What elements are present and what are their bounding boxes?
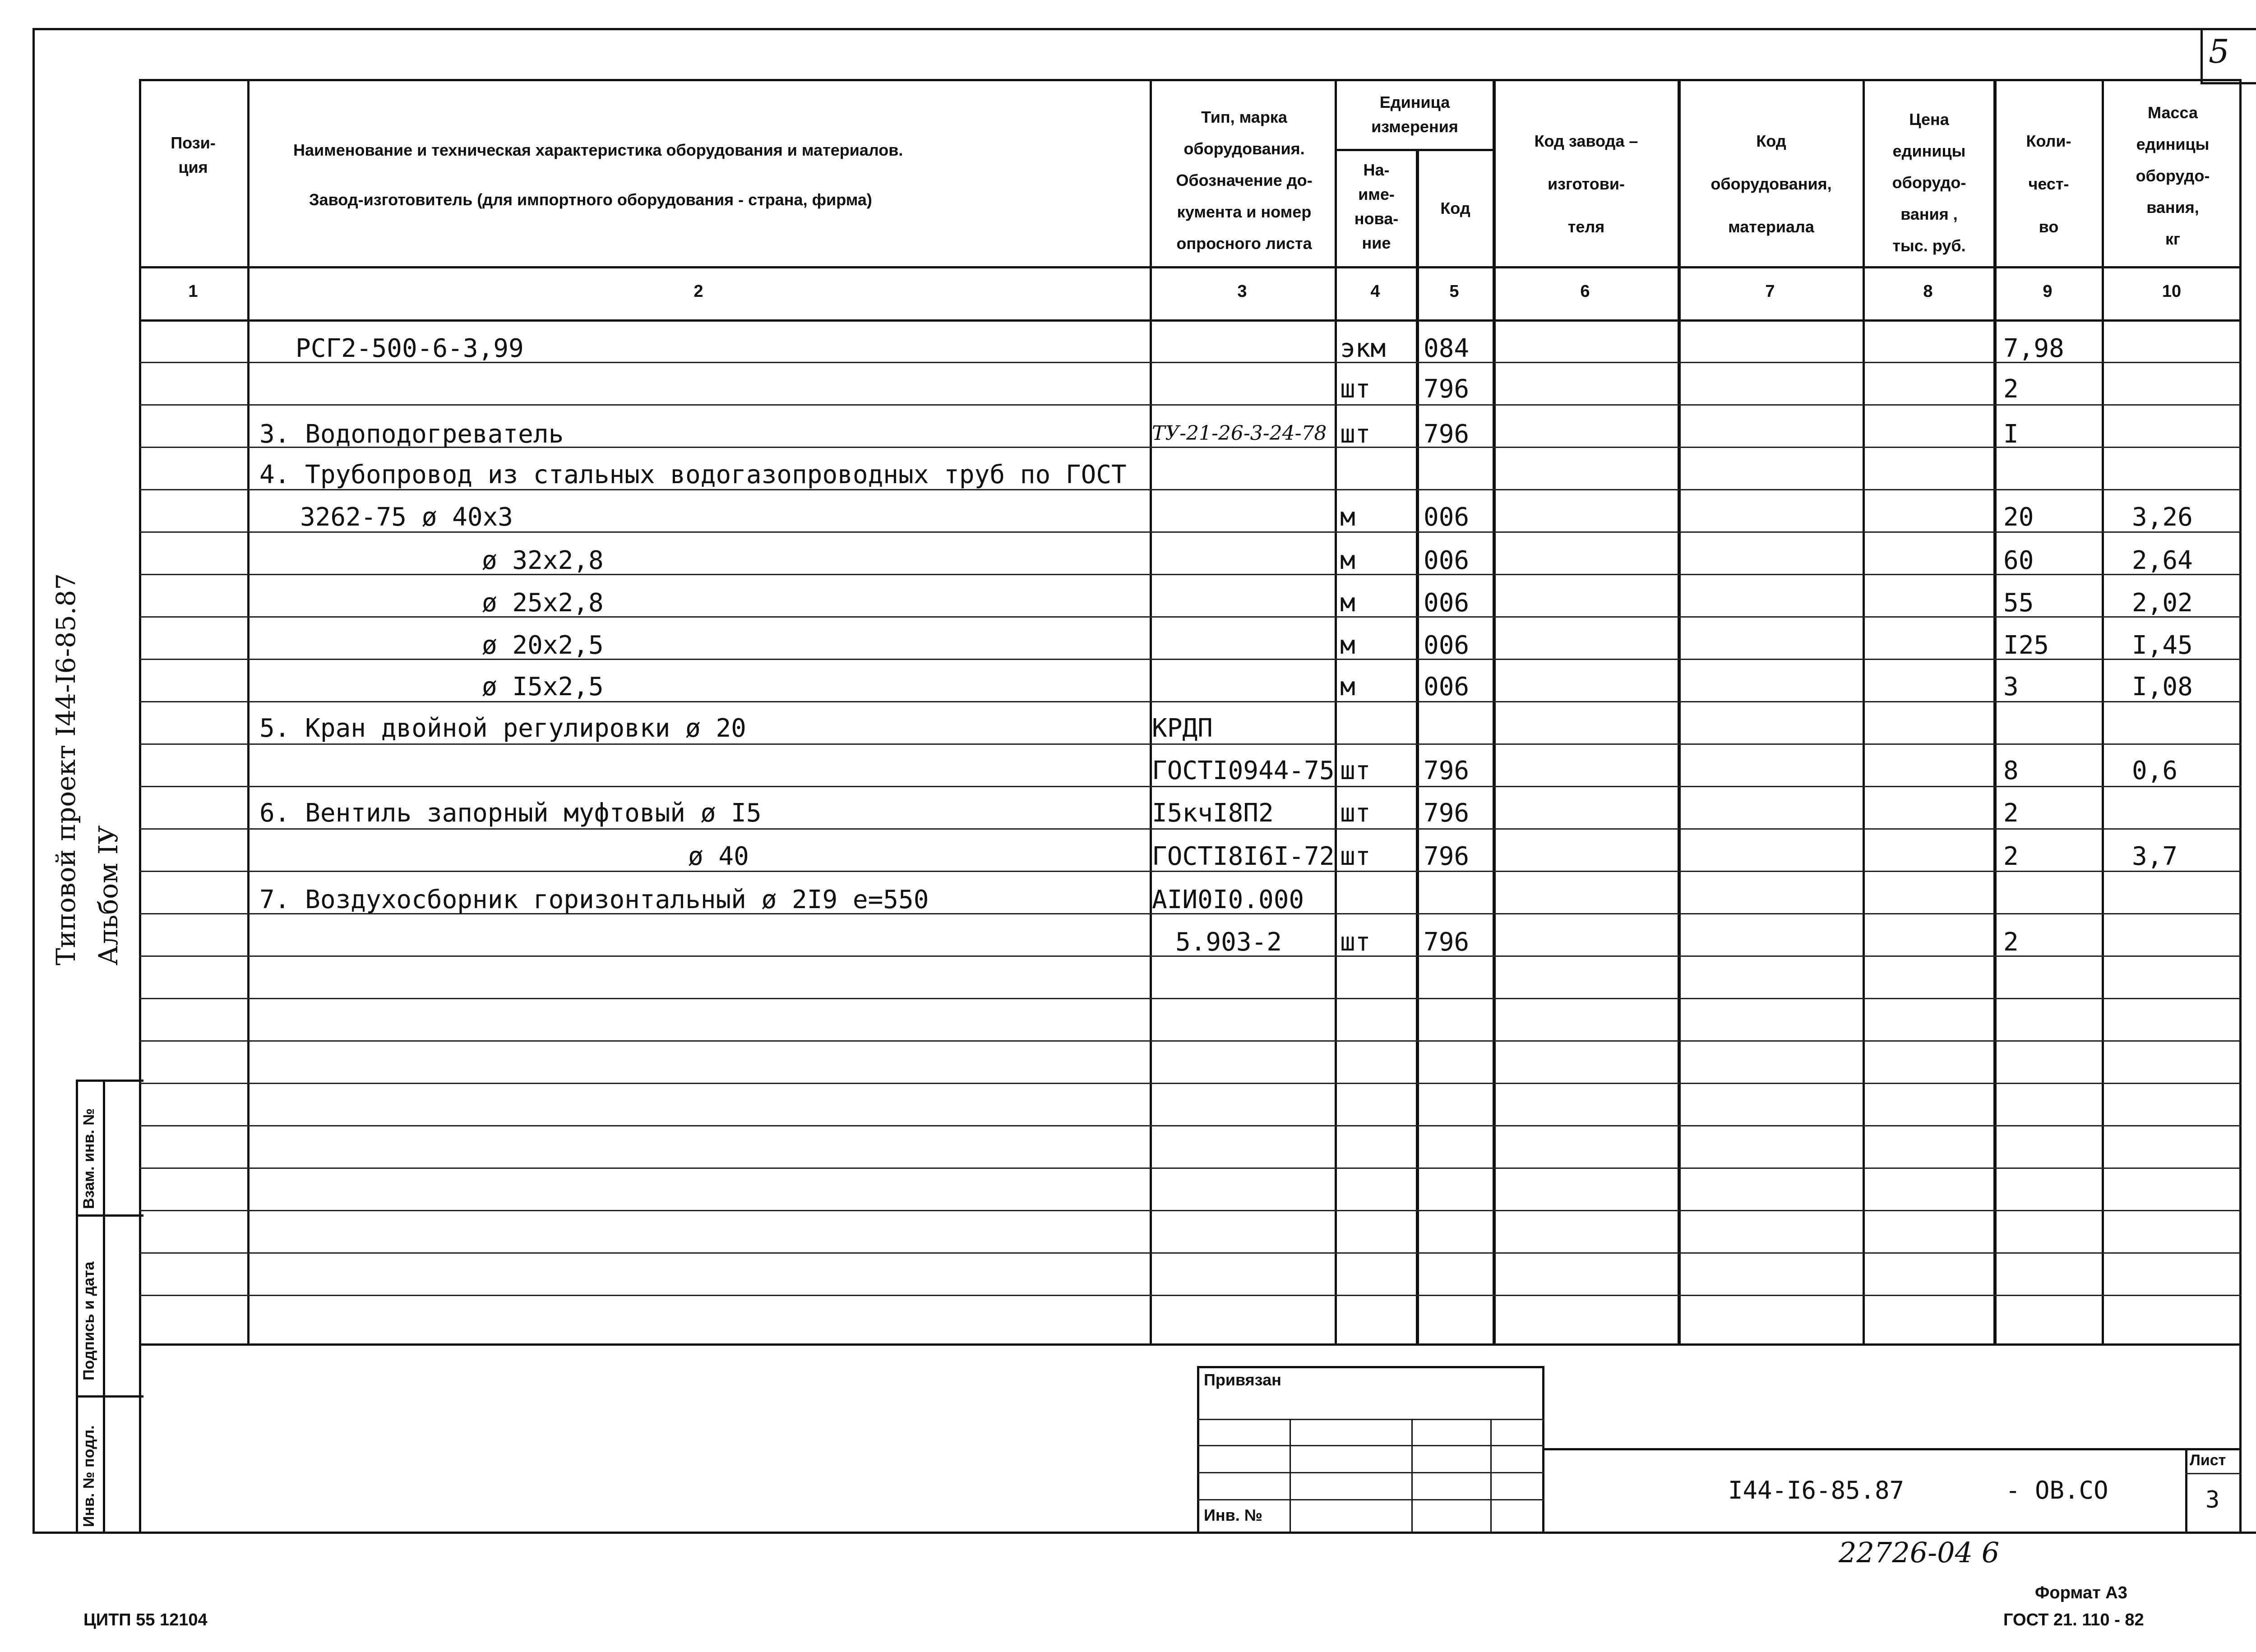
row-line (139, 998, 2242, 999)
type-designation: ГОСТI0944-75 (1152, 756, 1335, 785)
unit-name: шт (1340, 842, 1371, 871)
column-number: 9 (2043, 282, 2053, 301)
document-code: I44-I6-85.87 (1728, 1476, 1905, 1504)
publisher-label: ЦИТП 55 12104 (83, 1610, 208, 1629)
header-factory-code: Код завода – изготови- теля (1534, 132, 1638, 236)
col-line (1678, 79, 1681, 1344)
header-unit-mass: Масса единицы оборудо- вания, кг (2136, 103, 2210, 248)
type-designation: I5кчI8П2 (1152, 798, 1274, 828)
column-number: 1 (188, 282, 198, 301)
unit-name: м (1340, 503, 1355, 532)
header-bottom-line (139, 266, 2242, 268)
col-line (2102, 79, 2104, 1344)
quantity: 2 (2003, 798, 2019, 828)
quantity: 2 (2003, 928, 2019, 957)
unit-mass: 3,26 (2132, 503, 2193, 532)
stamp-line (1197, 1419, 1544, 1420)
unit-mass: 3,7 (2132, 842, 2178, 871)
unit-code: 796 (1424, 420, 1470, 449)
item-name: 7. Воздухосборник горизонтальный ø 2I9 e=550 (259, 885, 929, 914)
item-name: ø 25x2,8 (482, 588, 604, 618)
row-line (139, 1252, 2242, 1254)
item-name: 4. Трубопровод из стальных водогазопроводных труб по ГОСТ (259, 460, 1127, 489)
quantity: 7,98 (2003, 334, 2064, 363)
item-name: 3. Водоподогреватель (259, 420, 564, 449)
quantity: 8 (2003, 756, 2019, 785)
header-position: Пози- ция (171, 134, 216, 176)
unit-code: 006 (1424, 546, 1470, 575)
unit-group-line (1335, 149, 1493, 151)
header-name: Наименование и техническая характеристика оборудования и материалов. Завод-изготовитель (для импортного оборудования - страна, фирма) (293, 141, 903, 209)
stamp-line (1290, 1419, 1291, 1534)
unit-code: 006 (1424, 631, 1470, 660)
col-line (1493, 79, 1496, 1344)
quantity: I25 (2003, 631, 2049, 660)
gost-label: ГОСТ 21. 110 - 82 (2003, 1610, 2144, 1629)
stamp-line (1197, 1499, 1544, 1500)
stamp-line (1197, 1366, 1544, 1368)
unit-name: шт (1340, 798, 1371, 828)
stamp-line (1490, 1419, 1492, 1534)
unit-code: 006 (1424, 503, 1470, 532)
column-number: 3 (1237, 282, 1247, 301)
item-name: 5. Кран двойной регулировки ø 20 (259, 714, 746, 743)
album-label: Альбом IУ (93, 825, 124, 965)
unit-name: шт (1340, 374, 1371, 404)
unit-mass: I,08 (2132, 672, 2193, 701)
column-number: 6 (1580, 282, 1590, 301)
unit-code: 084 (1424, 334, 1470, 363)
type-designation: ТУ-21-26-3-24-78 (1152, 422, 1327, 445)
unit-code: 796 (1424, 374, 1470, 404)
type-designation: АIИ0I0.000 (1152, 885, 1304, 914)
unit-code: 796 (1424, 928, 1470, 957)
unit-name: м (1340, 546, 1355, 575)
approval-side-line (76, 1395, 143, 1398)
unit-code: 006 (1424, 672, 1470, 701)
table-body-bottom-line (139, 1343, 2242, 1346)
unit-mass: 2,02 (2132, 588, 2193, 618)
attached-label: Привязан (1204, 1371, 1281, 1389)
item-name: ø 32x2,8 (482, 546, 604, 575)
column-number: 5 (1449, 282, 1459, 301)
header-unit-price: Цена единицы оборудо- вания , тыс. руб. (1892, 110, 1966, 255)
header-quantity: Коли- чест- во (2026, 132, 2071, 236)
item-name: ø 20x2,5 (482, 631, 604, 660)
header-unit-name: На- име- нова- ние (1354, 161, 1399, 252)
type-designation: КРДП (1152, 714, 1213, 743)
sheet-number: 3 (2205, 1486, 2220, 1514)
quantity: I (2003, 420, 2019, 449)
unit-name: шт (1340, 420, 1371, 449)
sign-date-label: Подпись и дата (80, 1261, 97, 1380)
stamp-line (2185, 1448, 2187, 1534)
item-name: ø I5x2,5 (482, 672, 604, 701)
item-name: 3262-75 ø 40x3 (300, 503, 513, 532)
handwritten-number: 22726-04 6 (1839, 1536, 2000, 1569)
unit-name: м (1340, 672, 1355, 701)
row-line (139, 1125, 2242, 1126)
stamp-line (1197, 1445, 1544, 1446)
format-label: Формат А3 (2035, 1583, 2127, 1602)
corner-sheet-number: 5 (2209, 32, 2229, 70)
document-suffix: - ОВ.СО (2006, 1476, 2108, 1504)
numbers-bottom-line (139, 319, 2242, 322)
column-number: 8 (1923, 282, 1933, 301)
unit-name: экм (1340, 334, 1386, 363)
col-line (1993, 79, 1997, 1344)
unit-name: м (1340, 588, 1355, 618)
quantity: 2 (2003, 374, 2019, 404)
unit-mass: 2,64 (2132, 546, 2193, 575)
quantity: 60 (2003, 546, 2034, 575)
col-line (1416, 149, 1419, 1344)
row-line (139, 1295, 2242, 1296)
row-line (139, 1083, 2242, 1084)
col-line (1863, 79, 1865, 1344)
type-designation: ГОСТI8I6I-72 (1152, 842, 1335, 871)
type-designation: 5.903-2 (1175, 928, 1282, 957)
quantity: 2 (2003, 842, 2019, 871)
project-label: Типовой проект I44-I6-85.87 (51, 573, 81, 965)
unit-name: шт (1340, 928, 1371, 957)
inv-original-label: Инв. № подл. (80, 1425, 97, 1527)
unit-code: 796 (1424, 756, 1470, 785)
col-line (1150, 79, 1152, 1344)
item-name: 6. Вентиль запорный муфтовый ø I5 (259, 798, 762, 828)
inv-replace-label: Взам. инв. № (80, 1108, 97, 1209)
row-line (139, 828, 2242, 830)
row-line (139, 786, 2242, 787)
approval-side-divider (103, 1080, 105, 1534)
quantity: 3 (2003, 672, 2019, 701)
item-name: РСГ2-500-6-3,99 (296, 334, 524, 363)
unit-code: 796 (1424, 798, 1470, 828)
col-line (247, 79, 250, 1344)
header-equipment-code: Код оборудования, материала (1710, 132, 1832, 236)
row-line (139, 404, 2242, 406)
row-line (139, 701, 2242, 702)
header-unit-code: Код (1440, 199, 1470, 217)
row-line (139, 574, 2242, 575)
stamp-line (1411, 1419, 1413, 1534)
column-number: 4 (1370, 282, 1380, 301)
stamp-line (1197, 1472, 1544, 1473)
inventory-label: Инв. № (1204, 1506, 1262, 1524)
approval-side-line (76, 1214, 143, 1217)
stamp-line (2185, 1473, 2242, 1474)
quantity: 55 (2003, 588, 2034, 618)
column-number: 7 (1765, 282, 1775, 301)
unit-name: шт (1340, 756, 1371, 785)
unit-code: 006 (1424, 588, 1470, 618)
item-name: ø 40 (688, 842, 749, 871)
row-line (139, 743, 2242, 745)
unit-mass: I,45 (2132, 631, 2193, 660)
row-line (139, 1167, 2242, 1169)
stamp-line (1197, 1366, 1199, 1534)
header-type: Тип, марка оборудования. Обозначение до- кумента и номер опросного листа (1176, 108, 1313, 253)
unit-code: 796 (1424, 842, 1470, 871)
row-line (139, 616, 2242, 618)
quantity: 20 (2003, 503, 2034, 532)
row-line (139, 1210, 2242, 1211)
unit-mass: 0,6 (2132, 756, 2178, 785)
sheet-label: Лист (2190, 1452, 2226, 1469)
row-line (139, 659, 2242, 660)
row-line (139, 1040, 2242, 1042)
col-line (1335, 79, 1337, 1344)
unit-name: м (1340, 631, 1355, 660)
stamp-line (1542, 1448, 2242, 1450)
header-unit-group: Единица измерения (1371, 93, 1458, 136)
column-number: 10 (2162, 282, 2182, 301)
column-number: 2 (693, 282, 703, 301)
